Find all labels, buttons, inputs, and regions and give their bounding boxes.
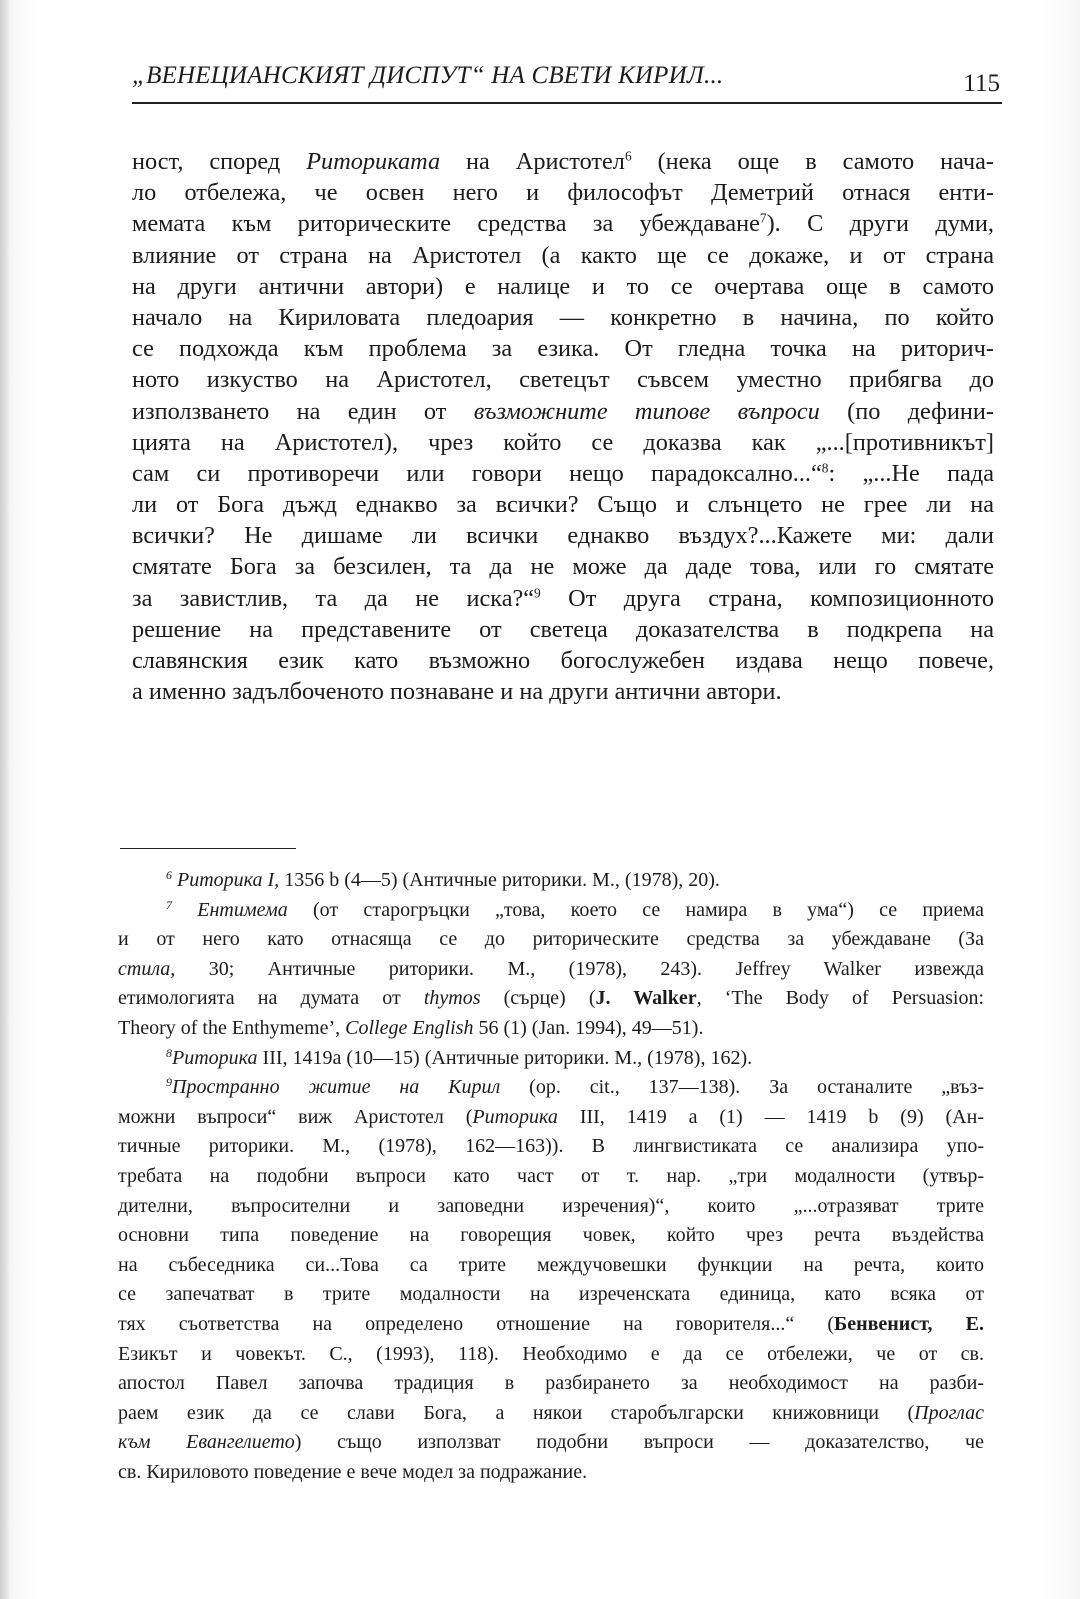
- main-paragraph: [132, 146, 994, 707]
- text-line: сам си противоречи или говори нещо парадоксално...“$^8$: „...Не пада: [132, 459, 994, 487]
- footnote-line: можни въпроси“ виж Аристотел (Риторика III, 1419 a (1) — 1419 b (9) (Ан-: [118, 1105, 984, 1128]
- running-head: [132, 58, 1002, 104]
- footnote-line: апостол Павел започва традиция в разбирането за необходимост на разби-: [118, 1372, 984, 1395]
- footnote-ref[interactable]: 9: [534, 584, 541, 600]
- text-line: ло отбележа, че освен него и философът Деметрий отнася енти-: [132, 179, 994, 207]
- footnote-8: $^8$Риторика III, 1419a (10—15) (Античные риторики. М., (1978), 162).: [166, 1045, 753, 1069]
- footnote-line: се запечатват в трите модалности на изреченската единица, като всяка от: [118, 1283, 984, 1306]
- footnote-line: стила, 30; Античные риторики. М., (1978), 243). Jeffrey Walker извежда: [118, 957, 984, 980]
- footnote-ref[interactable]: 8: [821, 460, 829, 476]
- footnote-line: основни типа поведение на говорещия човек, който чрез речта въздейства: [118, 1224, 984, 1247]
- footnote-line: и от него като отнасяща се до риторическите средства за убеждаване (За: [118, 928, 984, 951]
- footnote-7: $^7$ Ентимема (от старогръцки „това, което се намира в ума“) се приема: [166, 897, 985, 921]
- text-line: а именно задълбоченото познаване и на други антични автори.: [132, 678, 782, 706]
- text-line: смятате Бога за безсилен, та да не може да даде това, или го смятате: [132, 553, 994, 581]
- footnote-line: на събеседника си...Това са трите междучовешки функции на речта, които: [118, 1253, 984, 1276]
- text-line: славянския език като възможно богослужебен издава нещо повече,: [132, 647, 994, 674]
- text-line: за завистлив, та да не иска?“$^9$ От друга страна, композиционното: [132, 584, 994, 612]
- text-line: ност, според Риториката на Аристотел$^6$ (нека още в самото нача-: [132, 148, 994, 175]
- text-line: начало на Кириловата пледоария — конкретно в начина, по който: [132, 303, 994, 331]
- running-title: „ВЕНЕЦИАНСКИЯТ ДИСПУТ“ НА СВЕТИ КИРИЛ...: [132, 62, 724, 89]
- footnote-line: требата на подобни въпроси като част от т. нар. „три модалности (утвър-: [118, 1164, 984, 1187]
- text-line: ното изкуство на Аристотел, светецът съвсем уместно прибягва до: [132, 366, 994, 394]
- text-line: всички? Не дишаме ли всички еднакво въздух?...Кажете ми: дали: [132, 522, 994, 550]
- text-line: използването на един от възможните типове въпроси (по дефини-: [132, 397, 994, 425]
- text-line: на други антични автори) е налице и то се очертава още в самото: [132, 272, 994, 300]
- page-number: 115: [963, 70, 1000, 97]
- footnote-line: раем език да се слави Бога, а някои старобългарски книжовници (Проглас: [118, 1401, 984, 1424]
- text-line: влияние от страна на Аристотел (а както ще се докаже, и от страна: [132, 241, 994, 269]
- footnote-line: св. Кириловото поведение е вече модел за подражание.: [118, 1460, 588, 1483]
- gutter-shadow: [0, 0, 10, 1599]
- text-line: цията на Аристотел), чрез който се доказва как „...[противникът]: [132, 428, 994, 456]
- footnote-line: Езикът и човекът. С., (1993), 118). Необходимо е да се отбележи, че от св.: [118, 1342, 984, 1365]
- text-line: ли от Бога дъжд еднакво за всички? Също и слънцето не грее ли на: [132, 491, 994, 519]
- footnote-separator: [120, 848, 296, 849]
- footnote-line: дителни, въпросителни и заповедни изречения)“, които „...отразяват трите: [118, 1194, 984, 1217]
- footnote-ref[interactable]: 7: [759, 210, 767, 226]
- footnote-line: етимологията на думата от thymos (сърце) (J. Walker, ‘The Body of Persuasion:: [118, 987, 985, 1010]
- footnote-line: Theory of the Enthymeme’, College English 56 (1) (Jan. 1994), 49—51).: [118, 1016, 704, 1039]
- footnote-line: тях съответства на определено отношение на говорителя...“ (Бенвенист, Е.: [118, 1312, 984, 1335]
- footnote-line: тичные риторики. М., (1978), 162—163)). В лингвистиката се анализира упо-: [118, 1135, 984, 1158]
- footnote-ref[interactable]: 6: [624, 148, 632, 164]
- text-line: мемата към риторическите средства за убеждаване$^7$). С други думи,: [132, 210, 994, 238]
- footnote-6: $^6$ Риторика I, 1356 b (4—5) (Античные риторики. М., (1978), 20).: [166, 867, 720, 891]
- text-line: се подхожда към проблема за езика. От гледна точка на риторич-: [132, 335, 994, 363]
- text-line: решение на представените от светеца доказателства в подкрепа на: [132, 615, 994, 643]
- footnotes: [118, 866, 984, 1487]
- footnote-9: $^9$Пространно житие на Кирил (op. cit., 137—138). За останалите „въз-: [166, 1074, 984, 1099]
- footnote-line: към Евангелието) също използват подобни въпроси — доказателство, че: [118, 1431, 984, 1454]
